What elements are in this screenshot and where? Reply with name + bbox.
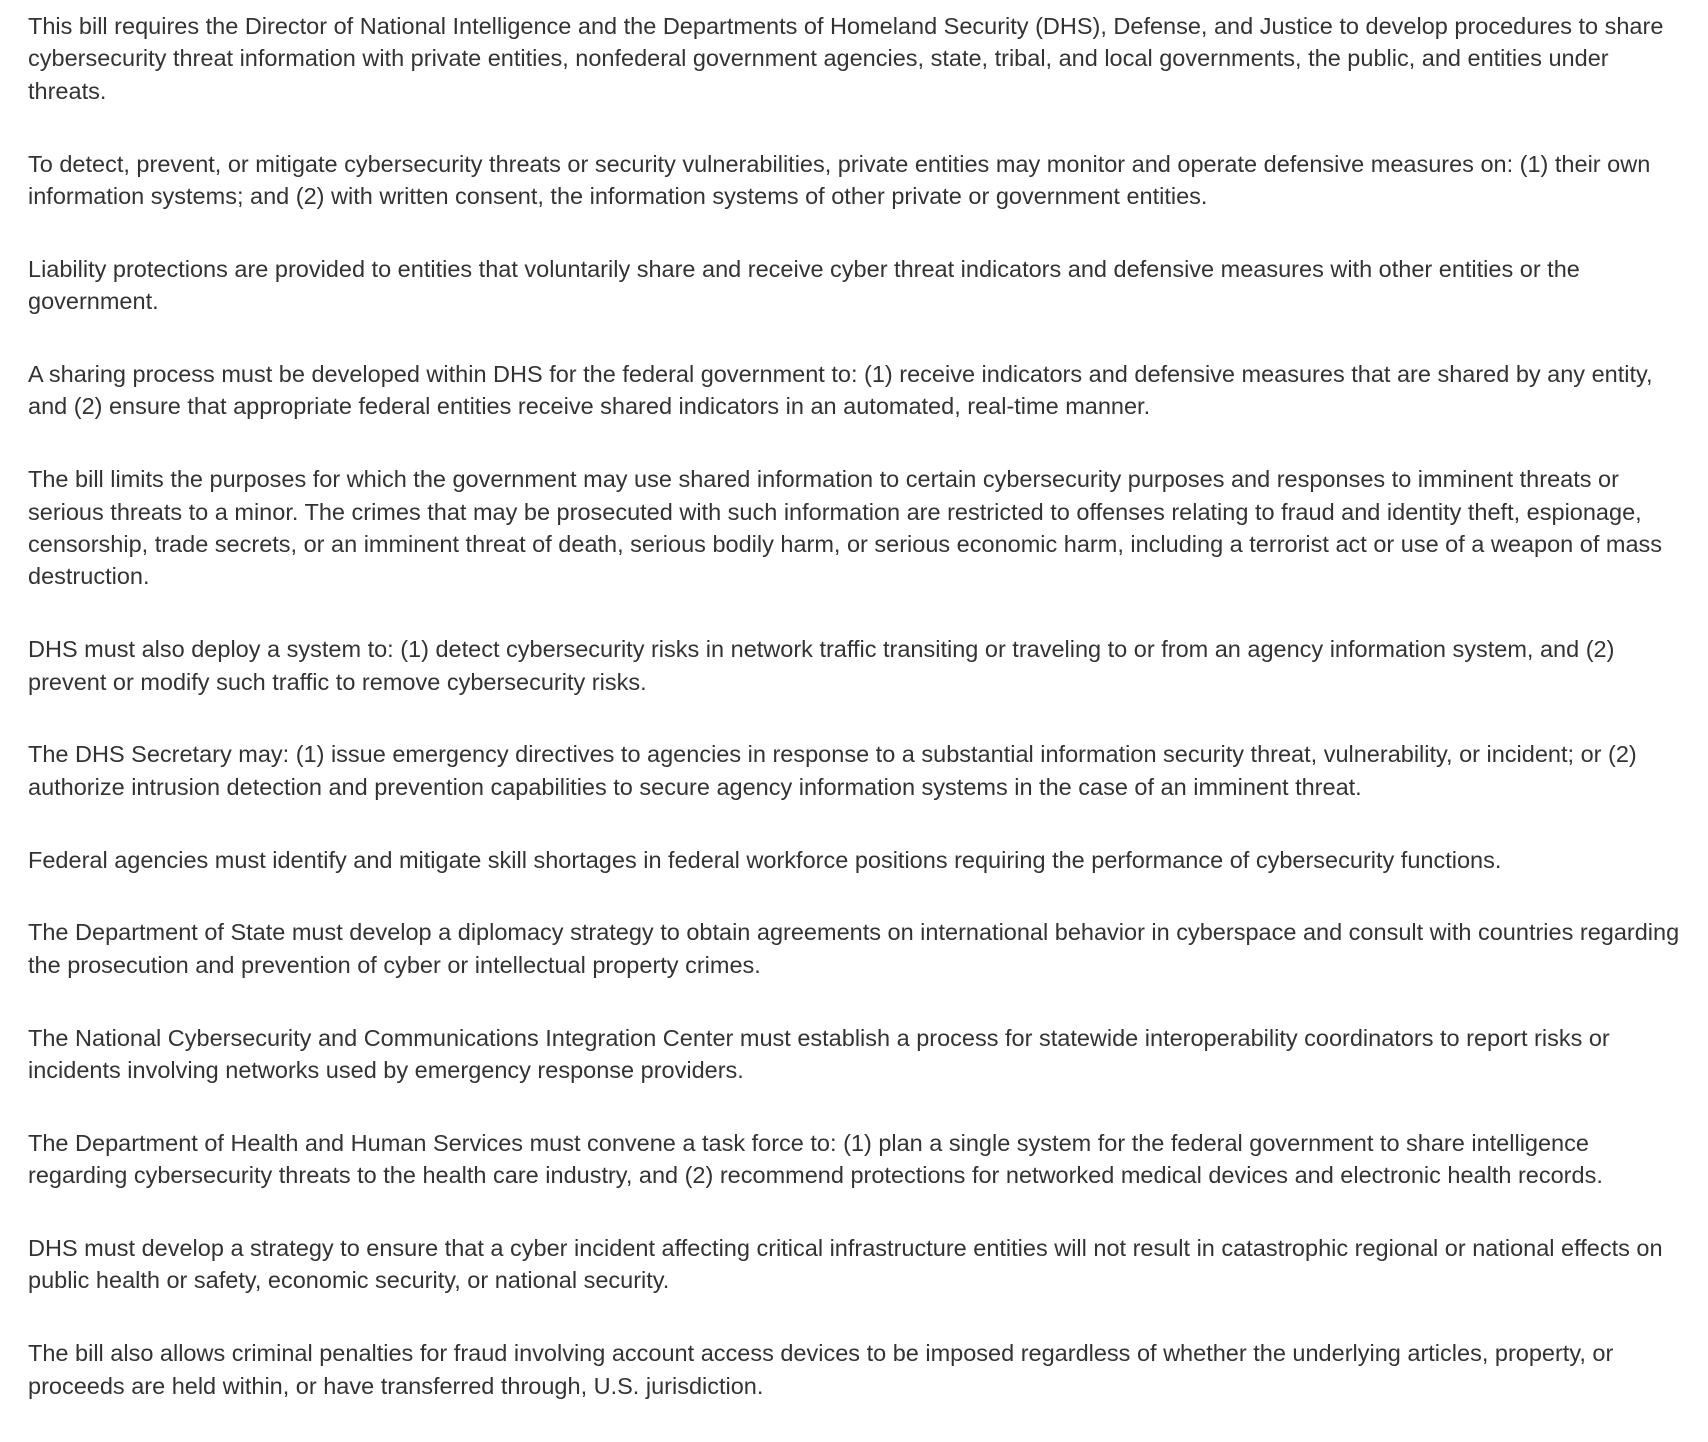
summary-paragraph-emergency-directives: The DHS Secretary may: (1) issue emergency directives to agencies in response to a substantial information security threat, vulnerability, or incident; or (2) authorize intrusion detection and prevention capabilities to secure agency information systems in the case of an imminent threat.: [28, 741, 1637, 800]
summary-paragraph-liability-protections: Liability protections are provided to entities that voluntarily share and receive cyber threat indicators and defensive measures with other entities or the government.: [28, 255, 1580, 315]
summary-paragraph-dhs-detection-system: DHS must also deploy a system to: (1) detect cybersecurity risks in network traffic transiting or traveling to or from an agency information system, and (2) prevent or modify such traffic to remove cybersecurity risks.: [28, 636, 1615, 695]
summary-paragraph-defensive-measures: To detect, prevent, or mitigate cybersecurity threats or security vulnerabilities, private entities may monitor and operate defensive measures on: (1) their own information systems; and (2) with written consent, the information systems of other private or government entities.: [28, 150, 1651, 210]
summary-paragraph-diplomacy-strategy: The Department of State must develop a diplomacy strategy to obtain agreements on international behavior in cyberspace and consult with countries regarding the prosecution and prevention of cyber or intellectual property crimes.: [28, 919, 1680, 978]
summary-paragraph-info-sharing-procedures: This bill requires the Director of National Intelligence and the Departments of Homeland Security (DHS), Defense, and Justice to develop procedures to share cybersecurity threat information with private entities, nonfederal government agencies, state, tribal, and local governments, the public, and entities under threats.: [28, 13, 1664, 104]
summary-paragraph-use-limits: The bill limits the purposes for which the government may use shared information to certain cybersecurity purposes and responses to imminent threats or serious threats to a minor. The crimes that may be prosecuted with such information are restricted to offenses relating to fraud and identity theft, espionage, censorship, trade secrets, or an imminent threat of death, serious bodily harm, or serious economic harm, including a terrorist act or use of a weapon of mass destruction.: [28, 466, 1663, 590]
summary-paragraph-criminal-penalties: The bill also allows criminal penalties for fraud involving account access devices to be imposed regardless of whether the underlying articles, property, or proceeds are held within, or have transferred through, U.S. jurisdiction.: [28, 1340, 1614, 1399]
summary-paragraph-workforce: Federal agencies must identify and mitigate skill shortages in federal workforce positions requiring the performance of cybersecurity functions.: [28, 846, 1502, 873]
summary-paragraph-critical-infrastructure: DHS must develop a strategy to ensure that a cyber incident affecting critical infrastructure entities will not result in catastrophic regional or national effects on public health or safety, economic security, or national security.: [28, 1235, 1663, 1294]
summary-paragraph-dhs-sharing-process: A sharing process must be developed within DHS for the federal government to: (1) receive indicators and defensive measures that are shared by any entity, and (2) ensure that appropriate federal entities receive shared indicators in an automated, real-time manner.: [28, 361, 1653, 420]
bill-summary: [28, 10, 1690, 1442]
summary-paragraph-health-task-force: The Department of Health and Human Services must convene a task force to: (1) plan a single system for the federal government to share intelligence regarding cybersecurity threats to the health care industry, and (2) recommend protections for networked medical devices and electronic health records.: [28, 1129, 1603, 1189]
summary-paragraph-interoperability: The National Cybersecurity and Communications Integration Center must establish a process for statewide interoperability coordinators to report risks or incidents involving networks used by emergency response providers.: [28, 1024, 1610, 1084]
